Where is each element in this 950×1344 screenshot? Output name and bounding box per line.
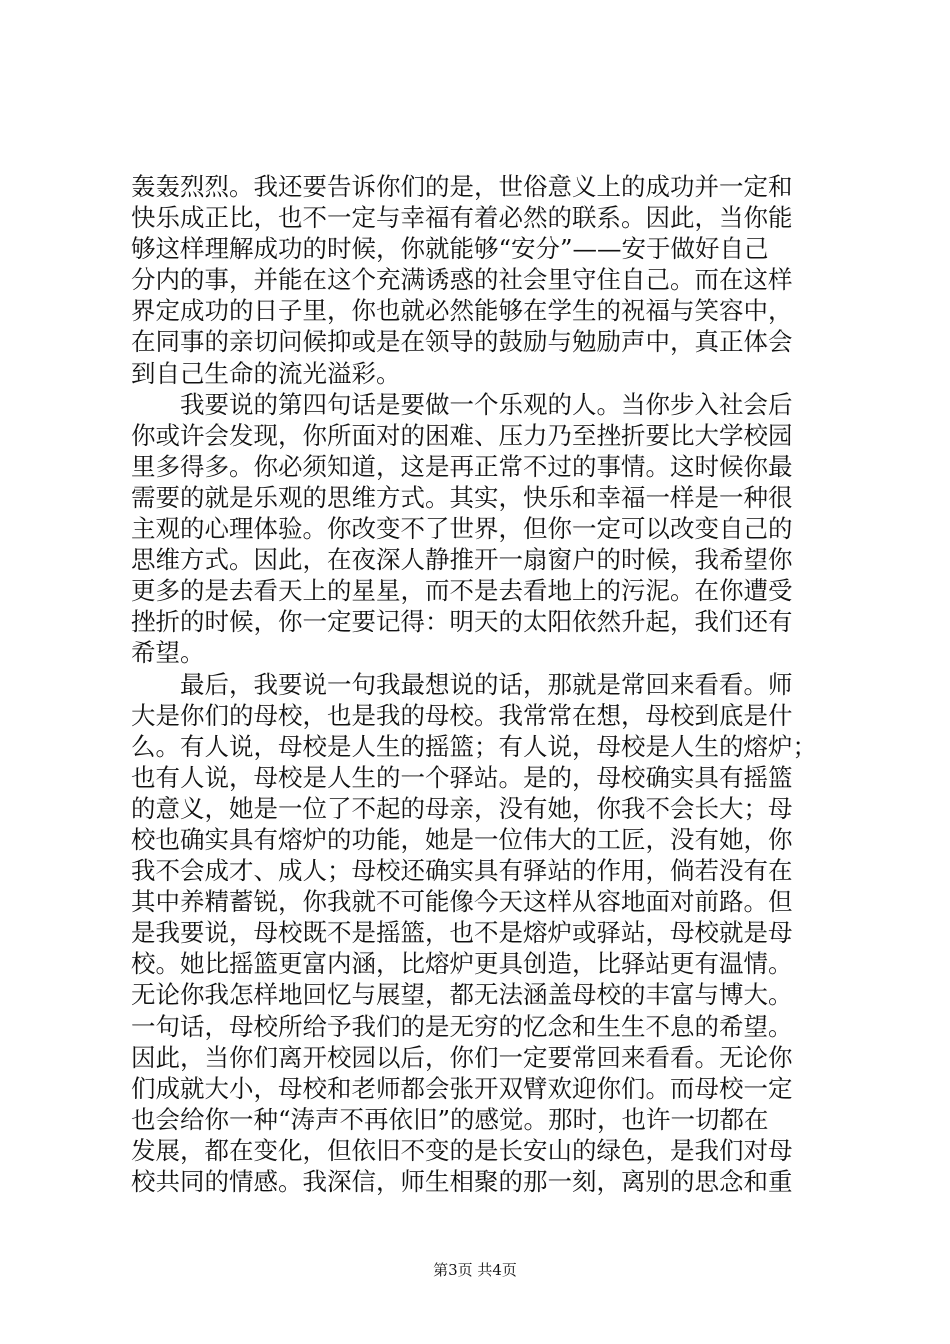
text-line: 大是你们的母校，也是我的母校。我常常在想，母校到底是什 — [131, 700, 793, 730]
text-line: 因此，当你们离开校园以后，你们一定要常回来看看。无论你 — [131, 1042, 793, 1072]
page-footer: 第3页 共4页 — [433, 1261, 517, 1279]
text-line: 是我要说，母校既不是摇篮，也不是熔炉或驿站，母校就是母 — [131, 918, 793, 948]
text-line: 么。有人说，母校是人生的摇篮；有人说，母校是人生的熔炉； — [131, 731, 817, 761]
text-line: 界定成功的日子里，你也就必然能够在学生的祝福与笑容中， — [131, 296, 793, 326]
text-line: 也有人说，母校是人生的一个驿站。是的，母校确实具有摇篮 — [131, 762, 793, 792]
text-line: 需要的就是乐观的思维方式。其实，快乐和幸福一样是一种很 — [131, 482, 793, 512]
text-line: 你或许会发现，你所面对的困难、压力乃至挫折要比大学校园 — [131, 420, 793, 450]
text-line: 我要说的第四句话是要做一个乐观的人。当你步入社会后 — [180, 389, 793, 419]
text-line: 们成就大小，母校和老师都会张开双臂欢迎你们。而母校一定 — [131, 1073, 793, 1103]
text-line: 快乐成正比，也不一定与幸福有着必然的联系。因此，当你能 — [131, 203, 793, 233]
text-line: 里多得多。你必须知道，这是再正常不过的事情。这时候你最 — [131, 451, 793, 481]
text-line: 最后，我要说一句我最想说的话，那就是常回来看看。师 — [180, 669, 793, 699]
paragraph — [131, 669, 831, 1198]
text-line: 校。她比摇篮更富内涵，比熔炉更具创造，比驿站更有温情。 — [131, 949, 793, 979]
text-line: 一句话，母校所给予我们的是无穷的忆念和生生不息的希望。 — [131, 1011, 793, 1041]
text-line: 主观的心理体验。你改变不了世界，但你一定可以改变自己的 — [131, 514, 793, 544]
text-line: 希望。 — [131, 638, 205, 668]
text-line: 思维方式。因此，在夜深人静推开一扇窗户的时候，我希望你 — [131, 545, 793, 575]
text-line: 在同事的亲切问候抑或是在领导的鼓励与勉励声中，真正体会 — [131, 327, 793, 357]
text-line: 分内的事，并能在这个充满诱惑的社会里守住自己。而在这样 — [131, 265, 793, 295]
text-line: 无论你我怎样地回忆与展望，都无法涵盖母校的丰富与博大。 — [131, 980, 793, 1010]
text-line: 校也确实具有熔炉的功能，她是一位伟大的工匠，没有她，你 — [131, 824, 793, 854]
body-text — [131, 171, 831, 1197]
text-line: 我不会成才、成人；母校还确实具有驿站的作用，倘若没有在 — [131, 856, 793, 886]
text-line: 到自己生命的流光溢彩。 — [131, 358, 401, 388]
text-line: 更多的是去看天上的星星，而不是去看地上的污泥。在你遭受 — [131, 576, 793, 606]
text-line: 的意义，她是一位了不起的母亲，没有她，你我不会长大；母 — [131, 793, 793, 823]
paragraph — [131, 171, 831, 389]
text-line: 挫折的时候，你一定要记得：明天的太阳依然升起，我们还有 — [131, 607, 793, 637]
text-line: 其中养精蓄锐，你我就不可能像今天这样从容地面对前路。但 — [131, 887, 793, 917]
text-line: 发展，都在变化，但依旧不变的是长安山的绿色，是我们对母 — [131, 1135, 793, 1165]
text-line: 校共同的情感。我深信，师生相聚的那一刻，离别的思念和重 — [131, 1167, 793, 1196]
text-line: 轰轰烈烈。我还要告诉你们的是，世俗意义上的成功并一定和 — [131, 172, 793, 201]
paragraph — [131, 389, 831, 669]
text-line: 够这样理解成功的时候，你就能够“安分”——安于做好自己 — [131, 234, 769, 264]
text-line: 也会给你一种“涛声不再依旧”的感觉。那时，也许一切都在 — [131, 1104, 769, 1134]
